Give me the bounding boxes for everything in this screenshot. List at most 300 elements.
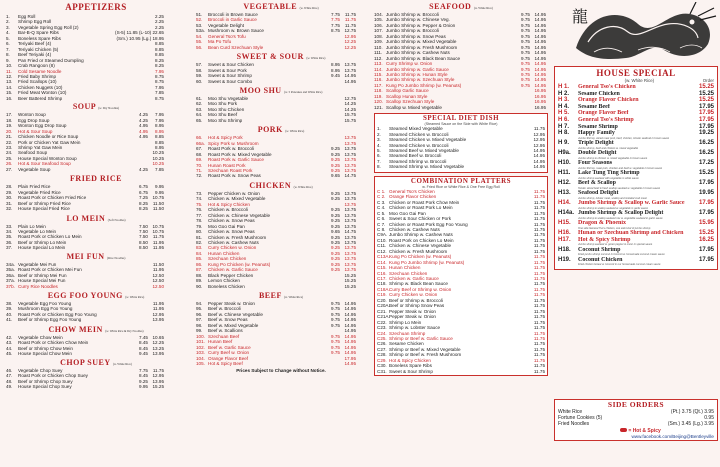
item-number: 5.	[377, 147, 381, 153]
beef-title-text: BEEF	[258, 291, 282, 301]
menu-item	[196, 361, 356, 366]
item-number: 32.	[6, 206, 13, 212]
item-name: Hot & Spicy Chicken	[389, 357, 431, 363]
item-price-small: 8.50	[139, 245, 148, 251]
item-name: Jumbo Shrimp w. Chinese Veg.	[386, 17, 450, 23]
item-number: 109.	[374, 39, 383, 45]
item-number: 17.	[6, 112, 13, 118]
chicken-note: (w. White Rice)	[293, 184, 313, 189]
item-number: C 4.	[377, 205, 386, 211]
item-number: 83.	[196, 245, 203, 251]
vegetable-list	[192, 11, 370, 50]
item-name: Jumbo Shrimp w. Broccoli	[386, 12, 439, 17]
item-price-small: 6.75	[139, 189, 148, 195]
item-price-small: 9.75	[521, 28, 530, 34]
fried-rice-list	[0, 183, 192, 211]
item-number: 112.	[374, 55, 383, 61]
item-price-large: 14.95	[533, 158, 545, 164]
menu-item	[196, 118, 356, 123]
item-price-small: 4.95	[139, 134, 148, 140]
item-number: 59.	[196, 73, 203, 79]
item-price-small: 9.75	[331, 350, 340, 356]
item-name: Mushroom Egg Foo Young	[18, 306, 73, 312]
item-name: Jumbo Shrimp w. Mixed Vegetable	[386, 39, 457, 45]
item-name: Lemon Chicken	[208, 278, 240, 284]
item-number: 117.	[374, 82, 383, 88]
item-name: Hunan Chicken	[208, 250, 240, 256]
item-price-large: 15.25	[344, 283, 356, 289]
item-number: 104.	[196, 355, 205, 361]
item-number: 72.	[196, 173, 203, 179]
item-name: Kung Po Jumbo Shrimp (w. Peanuts)	[386, 82, 462, 88]
item-number: 103.	[196, 350, 205, 356]
item-price-large: 11.75	[533, 221, 545, 227]
item-number: 42.	[6, 334, 13, 340]
combination-box	[374, 176, 548, 376]
item-name: Dragon & Phoenix	[578, 220, 626, 227]
item-description: Jumbo shrimp, lobster meat, scallop and imitated crab meat	[578, 196, 647, 200]
item-name: Broccoli in Garlic Sauce	[208, 17, 257, 23]
seafood-title	[372, 3, 550, 11]
item-name: Vegetable Spring Egg Roll (2)	[18, 24, 79, 30]
item-price-large: 14.95	[534, 12, 546, 17]
item-price-large: 10.75	[152, 228, 164, 234]
item-name: Vegetable Fried Rice	[18, 189, 61, 195]
item-price-large: 14.95	[534, 66, 546, 72]
item-price-large: 10.25	[152, 150, 164, 156]
item-price-large: 11.75	[533, 210, 545, 216]
item-name: Chicken w. Chinese Vegetable	[208, 212, 271, 218]
vegetable-note: (w. White Rice)	[299, 6, 319, 10]
item-name: Jumbo Shrimp w. Broccoli	[386, 28, 439, 34]
item-number: 3.	[377, 137, 381, 143]
item-name: Roast Pork w. Garlic Sauce	[208, 157, 264, 163]
item-number: 62.	[196, 101, 203, 107]
item-price: 17.95	[698, 123, 714, 130]
item-name: Egg Roll	[18, 14, 36, 19]
menu-item	[196, 284, 356, 289]
item-name: Curry Chicken w. Onion	[389, 292, 438, 298]
item-price-small: 9.75	[521, 50, 530, 56]
item-price-small: 9.65	[331, 173, 340, 179]
item-name: Hot & Spicy Pork	[208, 135, 243, 141]
item-description: Jumbo shrimp & chicken w. mixed vegetable in brown sauce	[578, 156, 648, 160]
item-name: House Special Lo Mein	[18, 245, 66, 251]
menu-item	[196, 79, 356, 84]
item-price-small: 9.45	[331, 73, 340, 79]
item-name: Sesame Chicken	[578, 90, 620, 97]
item-name: Scallop Hunan Style	[386, 93, 428, 99]
item-price-large: 14.95	[344, 350, 356, 356]
house-special-item	[558, 140, 714, 147]
item-number: 21.	[6, 134, 13, 140]
item-name: Chicken w. Garlic Sauce	[389, 276, 439, 282]
item-price-large: 11.75	[533, 341, 545, 347]
item-number: 1.	[6, 14, 10, 19]
item-price-large: 11.75	[533, 357, 545, 363]
item-name: Coconut Shrimp	[578, 246, 621, 253]
item-price: 15.25	[698, 90, 714, 97]
item-name: Hot & Spicy Shrimp	[578, 236, 631, 243]
item-price-small: 7.75	[331, 12, 340, 17]
item-number: C 7.	[377, 221, 386, 227]
item-price-large: 12.25	[344, 39, 356, 45]
item-number: C18A.	[377, 286, 390, 292]
item-name: Shrimp Yat Gaw Mein	[18, 144, 63, 150]
item-name: Steamed Chicken w. Broccoli	[389, 142, 449, 148]
item-number: 36a.	[6, 272, 15, 278]
item-price-small: 7.50	[139, 234, 148, 240]
item-name: Beef or Shrimp Lo Mein	[18, 239, 67, 245]
item-price-large: 11.75	[533, 330, 545, 336]
item-number: 113.	[374, 61, 383, 67]
item-number: 39.	[6, 306, 13, 312]
item-price: 15.95	[698, 220, 714, 227]
item-number: 11.	[6, 68, 13, 74]
item-price-large: 11.75	[533, 368, 545, 374]
item-price-small: 9.25	[331, 218, 340, 224]
item-name: Pan Fried or Steamed Dumpling	[18, 57, 84, 63]
item-name: Plain Lo Mein	[18, 223, 46, 229]
item-number: C25.	[377, 336, 387, 342]
item-name: Teriyaki Beef (4)	[18, 41, 52, 47]
item-number: 26.	[6, 161, 13, 167]
item-name: White Rice	[558, 408, 583, 415]
item-price-large: 14.95	[534, 71, 546, 77]
item-price-large: 16.95	[534, 99, 546, 105]
item-name: Chicken w. Garlic Sauce	[208, 267, 258, 273]
item-description: Fried chicken breast w. broccoli in our homemade coconut cream sauce	[578, 263, 661, 267]
special-diet-box	[374, 113, 548, 173]
item-price-large: 8.85	[155, 134, 164, 140]
item-name: Jumbo Shrimp w. Snow Peas	[386, 33, 446, 39]
house-special-title: HOUSE SPECIAL	[596, 68, 676, 78]
item-price-large: 11.75	[533, 346, 545, 352]
item-number: 101.	[196, 339, 205, 345]
item-number: H11.	[558, 170, 571, 177]
item-number: 56.	[196, 44, 203, 50]
item-price-small: 9.95	[139, 384, 148, 390]
column-3	[372, 0, 550, 376]
house-special-item	[558, 84, 714, 91]
item-price-small: 9.25	[331, 239, 340, 245]
item-name: Chicken or Roast Pork Egg Foo Young	[389, 221, 468, 227]
item-price-small: 8.75	[155, 79, 164, 85]
soup-title	[0, 103, 192, 111]
vegetable-title	[192, 3, 370, 11]
mei-fun-note: (Rice Noodles)	[107, 255, 126, 260]
item-price-small: 9.75	[521, 82, 530, 88]
item-name: Moo Shu Chicken	[208, 106, 245, 112]
item-price-large: 13.75	[344, 140, 356, 146]
item-price-large: 12.95	[152, 373, 164, 379]
chop-suey-title-text: CHOP SUEY	[60, 357, 111, 367]
item-number: 34a.	[6, 261, 15, 267]
item-name: Szechuan Beef	[208, 333, 240, 339]
item-price-large: 11.75	[533, 265, 545, 271]
item-number: C 3.	[377, 199, 386, 205]
house-special-item	[558, 124, 714, 131]
item-price-small: 9.25	[331, 151, 340, 157]
item-price-large: 15.75	[344, 112, 356, 118]
item-name: Roast Pork or Chicken Egg Foo Young	[18, 311, 97, 317]
item-number: C 5.	[377, 210, 386, 216]
item-price-small: 9.75	[331, 344, 340, 350]
item-number: 58.	[196, 67, 203, 73]
chow-mein-list	[0, 334, 192, 357]
item-number: 114.	[374, 66, 383, 72]
item-price-large: 12.95	[344, 33, 356, 39]
item-name: Vegetable Lo Mein	[18, 228, 57, 234]
column-1	[0, 0, 192, 389]
item-number: 12.	[6, 73, 13, 79]
item-price-small: 4.25	[139, 117, 148, 123]
item-name: Kung Po Chicken (w. Peanuts)	[208, 261, 271, 267]
item-price-large: 13.75	[344, 239, 356, 245]
item-number: C28.	[377, 352, 387, 358]
item-name: Hot & Spicy Chicken	[208, 201, 250, 207]
beef-note: (w. White Rice)	[284, 295, 304, 300]
item-name: Mushroom w. Brown Sauce	[208, 28, 264, 34]
menu-item	[6, 206, 164, 211]
lo-mein-note: (Soft Noodles)	[107, 217, 126, 222]
menu-item	[6, 351, 164, 356]
item-number: H9a.	[558, 150, 571, 157]
item-number: 30.	[6, 195, 13, 201]
combination-note: w. Fried Rice or White Rice & One Free Egg Roll	[422, 184, 500, 189]
item-number: 85.	[196, 256, 203, 262]
item-number: 6.	[6, 41, 10, 47]
item-price-large: 11.75	[533, 308, 545, 314]
item-number: C16.	[377, 270, 387, 276]
item-number: 7.	[377, 158, 381, 164]
chow-mein-title	[0, 326, 192, 334]
item-number: 118.	[374, 88, 383, 94]
item-name: Roast Pork w. Broccoli	[208, 146, 254, 152]
house-special-item	[558, 230, 714, 237]
item-name: Roast Pork or Chicken Chop Suey	[18, 373, 88, 379]
item-name: Szechuan Roast Pork	[208, 167, 253, 173]
item-price-large: 13.75	[344, 157, 356, 163]
item-name: Chicken or Roast Pork Lo Mein	[389, 205, 453, 211]
item-price-large: 11.95	[152, 267, 164, 273]
item-number: 73.	[196, 190, 203, 196]
item-number: 105.	[374, 17, 383, 23]
item-name: Shrimp or Beef w. Garlic Sauce	[389, 336, 453, 342]
item-name: Moo Goo Gai Pan	[389, 210, 426, 216]
item-price-large: 14.95	[344, 333, 356, 339]
item-name: Roast Pork or Chicken Mei Fun	[18, 267, 82, 273]
item-name: Seafood Delight	[578, 190, 619, 197]
item-number: 89.	[196, 278, 203, 284]
column-2	[192, 0, 370, 373]
item-name: Steamed Shrimp w. Broccoli	[389, 158, 447, 164]
item-name: Sesame Chicken	[389, 341, 424, 347]
item-price-large: 14.95	[534, 61, 546, 67]
item-name: Chicken w. Snow Peas	[208, 218, 255, 224]
item-price-large: 15.25	[152, 384, 164, 390]
item-number: C26.	[377, 341, 387, 347]
item-number: 29.	[6, 189, 13, 195]
item-price-small: 9.75	[331, 317, 340, 323]
item-number: H 9.	[558, 140, 570, 147]
item-name: Beef or Shrimp Chow Mein	[18, 345, 73, 351]
item-price-large: 11.75	[533, 194, 545, 200]
item-price-large: 14.25	[344, 106, 356, 112]
order-label: Order	[702, 78, 714, 83]
menu-item	[196, 173, 356, 178]
item-name: Bean Curd Szechuan Style	[208, 44, 264, 50]
item-number: C31.	[377, 368, 387, 374]
item-price-large: 7.95	[155, 112, 164, 118]
item-price-large: 7.95	[155, 117, 164, 123]
item-name: Coconut Chicken	[578, 256, 623, 263]
item-price-large: 11.75	[344, 12, 356, 17]
item-name: Szechuan Chicken	[389, 270, 428, 276]
item-name: Beef or Shrimp w. Broccoli	[389, 297, 443, 303]
item-name: Chicken w. Cashew Nuts	[389, 226, 440, 232]
house-special-item	[558, 97, 714, 104]
item-price-large: 14.95	[534, 50, 546, 56]
item-price-small: 8.75	[155, 73, 164, 79]
item-number: 33.	[6, 223, 13, 229]
menu-item	[6, 384, 164, 389]
item-name: Chicken w. Cashew Nuts	[208, 239, 259, 245]
item-number: 60.	[196, 78, 203, 84]
item-name: Sweet & Sour Shrimp	[208, 73, 252, 79]
item-number: 54.	[196, 33, 203, 39]
item-price-small: 9.25	[331, 267, 340, 273]
item-price-large: 14.95	[344, 339, 356, 345]
item-name: Beef Teriyaki (4)	[18, 52, 52, 58]
item-number: 57.	[196, 62, 203, 68]
item-price-large: 11.75	[533, 297, 545, 303]
item-price-large: 17.95	[344, 355, 356, 361]
item-price-large: 14.95	[534, 55, 546, 61]
item-number: C22.	[377, 319, 387, 325]
item-price-large: 11.75	[533, 237, 545, 243]
pork-note: (w. White Rice)	[285, 129, 305, 134]
seafood-list	[372, 11, 550, 110]
item-name: Steamed Beef w. Mixed Vegetable	[389, 147, 459, 153]
item-price-large: 13.95	[152, 317, 164, 323]
menu-item	[196, 45, 356, 50]
item-price-small: 8.25	[155, 57, 164, 63]
item-price-large: 14.95	[344, 73, 356, 79]
item-number: 108.	[374, 33, 383, 39]
item-name: Hunan Beef	[208, 339, 233, 345]
item-number: 67.	[196, 146, 203, 152]
item-number: H10.	[558, 160, 571, 167]
item-number: 35a.	[6, 267, 15, 273]
item-price-large: 16.95	[534, 88, 546, 94]
item-price-large: 14.95	[533, 153, 545, 159]
item-price-large: 11.75	[533, 254, 545, 260]
item-price-large: 13.75	[344, 261, 356, 267]
item-number: C27.	[377, 346, 387, 352]
item-number: 69.	[196, 157, 203, 163]
item-number: 18.	[6, 117, 13, 123]
mei-fun-title-text: MEI FUN	[66, 251, 105, 261]
item-price-large: 14.75	[344, 229, 356, 235]
sweet-sour-title	[192, 53, 370, 61]
item-price-large: 11.75	[344, 17, 356, 23]
item-number: 55.	[196, 39, 203, 45]
moo-shu-note: (w. 5 Pancakes and White Rice)	[284, 89, 323, 94]
item-price: 16.25	[698, 140, 714, 147]
item-price-large: 11.75	[533, 314, 545, 320]
item-number: 47.	[6, 373, 13, 379]
item-price-small: 8.50	[139, 239, 148, 245]
item-price-large: 15.25	[344, 278, 356, 284]
chop-suey-title	[0, 359, 192, 367]
item-description: Jumbo shrimp & scallop sauteed mix w. vegetable sauteed in garlic sauce	[578, 216, 663, 220]
item-price: 15.25	[698, 97, 714, 104]
item-price-small: 9.25	[139, 378, 148, 384]
item-name: House Special Mei Fun	[18, 278, 66, 284]
item-name: Chicken w. Mixed Vegetable	[208, 196, 266, 202]
beef-title	[192, 292, 370, 300]
item-number: 37.	[6, 245, 13, 251]
item-price-large: 12.25	[152, 340, 164, 346]
item-number: 88.	[196, 272, 203, 278]
item-number: C29.	[377, 357, 387, 363]
item-name: Plain Fried Rice	[18, 184, 51, 190]
house-special-item	[558, 117, 714, 124]
item-number: 79.	[196, 223, 203, 229]
mei-fun-title	[0, 253, 192, 261]
item-name: Jumbo Shrimp w. Szechuan Style	[386, 77, 455, 83]
item-number: 102.	[196, 344, 205, 350]
item-name: Fortune Cookies (5)	[558, 414, 603, 421]
item-number: 25.	[6, 155, 13, 161]
item-name: Vegetable Chop Suey	[18, 367, 63, 373]
item-name: Vegetable Soup	[18, 166, 51, 172]
item-price-large: 11.75	[533, 188, 545, 194]
item-price-small: 9.25	[331, 212, 340, 218]
item-price-large: 10.75	[152, 223, 164, 229]
item-price-large: 13.75	[344, 267, 356, 273]
item-name: Black Pepper Chicken	[208, 272, 254, 278]
item-price-large: 12.75	[344, 28, 356, 34]
item-name: Boneless Chicken	[208, 283, 245, 289]
item-number: H 8.	[558, 130, 570, 137]
item-number: 37b.	[6, 283, 15, 289]
item-number: 35.	[6, 234, 13, 240]
item-number: C23.	[377, 325, 387, 331]
item-price-small: 8.45	[139, 340, 148, 346]
item-number: H19.	[558, 256, 571, 263]
item-name: Sesame Beef	[578, 103, 610, 110]
item-number: 86.	[196, 261, 203, 267]
item-price-small: 9.75	[521, 12, 530, 17]
vegetable-title-text: VEGETABLE	[243, 2, 298, 11]
item-price-large: 11.95	[152, 301, 164, 307]
item-price-large: 14.95	[344, 301, 356, 307]
item-name: Shrimp or Beef w. Fresh Mushroom	[389, 352, 462, 358]
item-name: Beef or Shrimp Egg Foo Young	[18, 317, 82, 323]
item-number: C10.	[377, 237, 387, 243]
item-number: C 2.	[377, 194, 386, 200]
item-price-small: 4.25	[139, 112, 148, 118]
item-price-large: 13.95	[152, 351, 164, 357]
item-price-large: 13.75	[344, 250, 356, 256]
chili-pepper-icon	[620, 428, 627, 432]
facebook-link[interactable]: www.facebook.com/Beijing@Bentleyville	[631, 433, 714, 439]
item-name: Pepper Chicken w. Onion	[208, 190, 260, 196]
side-order-item	[558, 421, 714, 427]
item-price-small: 9.75	[521, 71, 530, 77]
